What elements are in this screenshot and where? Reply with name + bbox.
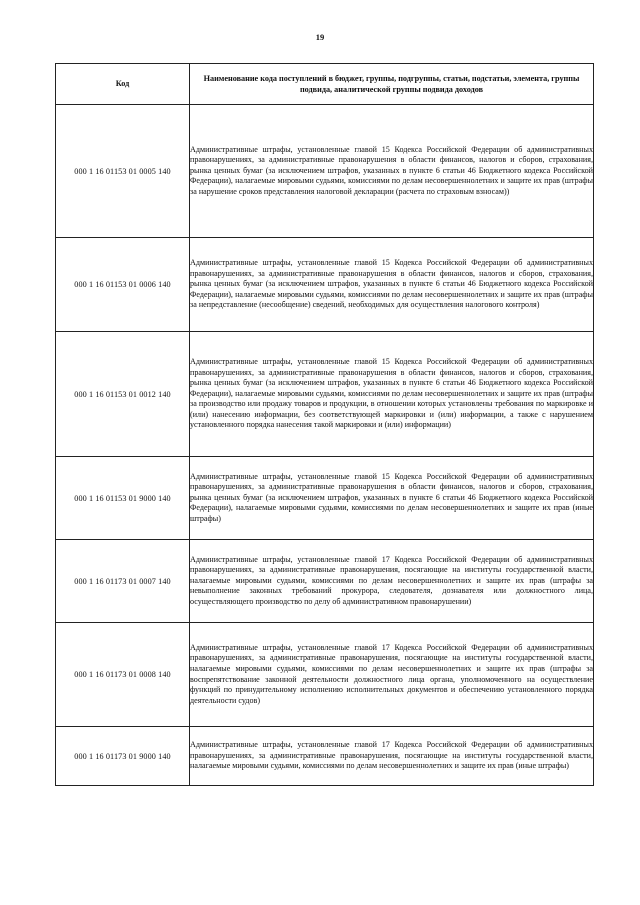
- header-code: Код: [56, 64, 190, 105]
- table-header-row: [56, 64, 594, 105]
- row-description: Административные штрафы, установленные главой 15 Кодекса Российской Федерации об административных правонарушениях, за административные правонарушения в области финансов, налогов и сборов, страхования, рынка ценных бумаг (за исключением штрафов, указанных в пункте 6 статьи 46 Бюджетного кодекса Российской Федерации), налагаемые мировыми судьями, комиссиями по делам несовершеннолетних и защите их прав (штрафы за непредставление (несообщение) сведений, необходимых для осуществления налогового контроля): [190, 238, 594, 332]
- table-row: [56, 332, 594, 457]
- row-code: 000 1 16 01153 01 9000 140: [56, 457, 190, 540]
- table-row: [56, 105, 594, 238]
- row-code: 000 1 16 01173 01 9000 140: [56, 727, 190, 786]
- row-code: 000 1 16 01173 01 0008 140: [56, 623, 190, 727]
- row-description: Административные штрафы, установленные главой 15 Кодекса Российской Федерации об административных правонарушениях, за административные правонарушения в области финансов, налогов и сборов, страхования, рынка ценных бумаг (за исключением штрафов, указанных в пункте 6 статьи 46 Бюджетного кодекса Российской Федерации), налагаемые мировыми судьями, комиссиями по делам несовершеннолетних и защите их прав (штрафы за производство или продажу товаров и продукции, в отношении которых установлены требования по маркировке и (или) нанесению информации, без соответствующей маркировки и (или) информации, а также с нарушением установленного порядка нанесения такой маркировки и (или) информации): [190, 332, 594, 457]
- row-description: Административные штрафы, установленные главой 17 Кодекса Российской Федерации об административных правонарушениях, за административные правонарушения, посягающие на институты государственной власти, налагаемые мировыми судьями, комиссиями по делам несовершеннолетних и защите их прав (штрафы за невыполнение законных требований прокурора, следователя, дознавателя или должностного лица, осуществляющего производство по делу об административном правонарушении): [190, 540, 594, 623]
- row-description: Административные штрафы, установленные главой 17 Кодекса Российской Федерации об административных правонарушениях, за административные правонарушения, посягающие на институты государственной власти, налагаемые мировыми судьями, комиссиями по делам несовершеннолетних и защите их прав (иные штрафы): [190, 727, 594, 786]
- row-code: 000 1 16 01173 01 0007 140: [56, 540, 190, 623]
- row-code: 000 1 16 01153 01 0005 140: [56, 105, 190, 238]
- row-code: 000 1 16 01153 01 0012 140: [56, 332, 190, 457]
- table-row: [56, 457, 594, 540]
- row-description: Административные штрафы, установленные главой 15 Кодекса Российской Федерации об административных правонарушениях, за административные правонарушения в области финансов, налогов и сборов, страхования, рынка ценных бумаг (за исключением штрафов, указанных в пункте 6 статьи 46 Бюджетного кодекса Российской Федерации), налагаемые мировыми судьями, комиссиями по делам несовершеннолетних и защите их прав (иные штрафы): [190, 457, 594, 540]
- row-description: Административные штрафы, установленные главой 17 Кодекса Российской Федерации об административных правонарушениях, за административные правонарушения, посягающие на институты государственной власти, налагаемые мировыми судьями, комиссиями по делам несовершеннолетних и защите их прав (штрафы за воспрепятствование законной деятельности должностного лица органа, уполномоченного на осуществление функций по принудительному исполнению исполнительных документов и обеспечению установленного порядка деятельности судов): [190, 623, 594, 727]
- row-description: Административные штрафы, установленные главой 15 Кодекса Российской Федерации об административных правонарушениях, за административные правонарушения в области финансов, налогов и сборов, страхования, рынка ценных бумаг (за исключением штрафов, указанных в пункте 6 статьи 46 Бюджетного кодекса Российской Федерации), налагаемые мировыми судьями, комиссиями по делам несовершеннолетних и защите их прав (штрафы за нарушение сроков представления налоговой декларации (расчета по страховым взносам)): [190, 105, 594, 238]
- page-number: 19: [315, 32, 325, 42]
- row-code: 000 1 16 01153 01 0006 140: [56, 238, 190, 332]
- table-row: [56, 238, 594, 332]
- table-row: [56, 623, 594, 727]
- table-row: [56, 727, 594, 786]
- header-name: Наименование кода поступлений в бюджет, группы, подгруппы, статьи, подстатьи, элемента, группы подвида, аналитической группы подвида доходов: [190, 64, 594, 105]
- revenue-codes-table: [55, 63, 594, 786]
- table-row: [56, 540, 594, 623]
